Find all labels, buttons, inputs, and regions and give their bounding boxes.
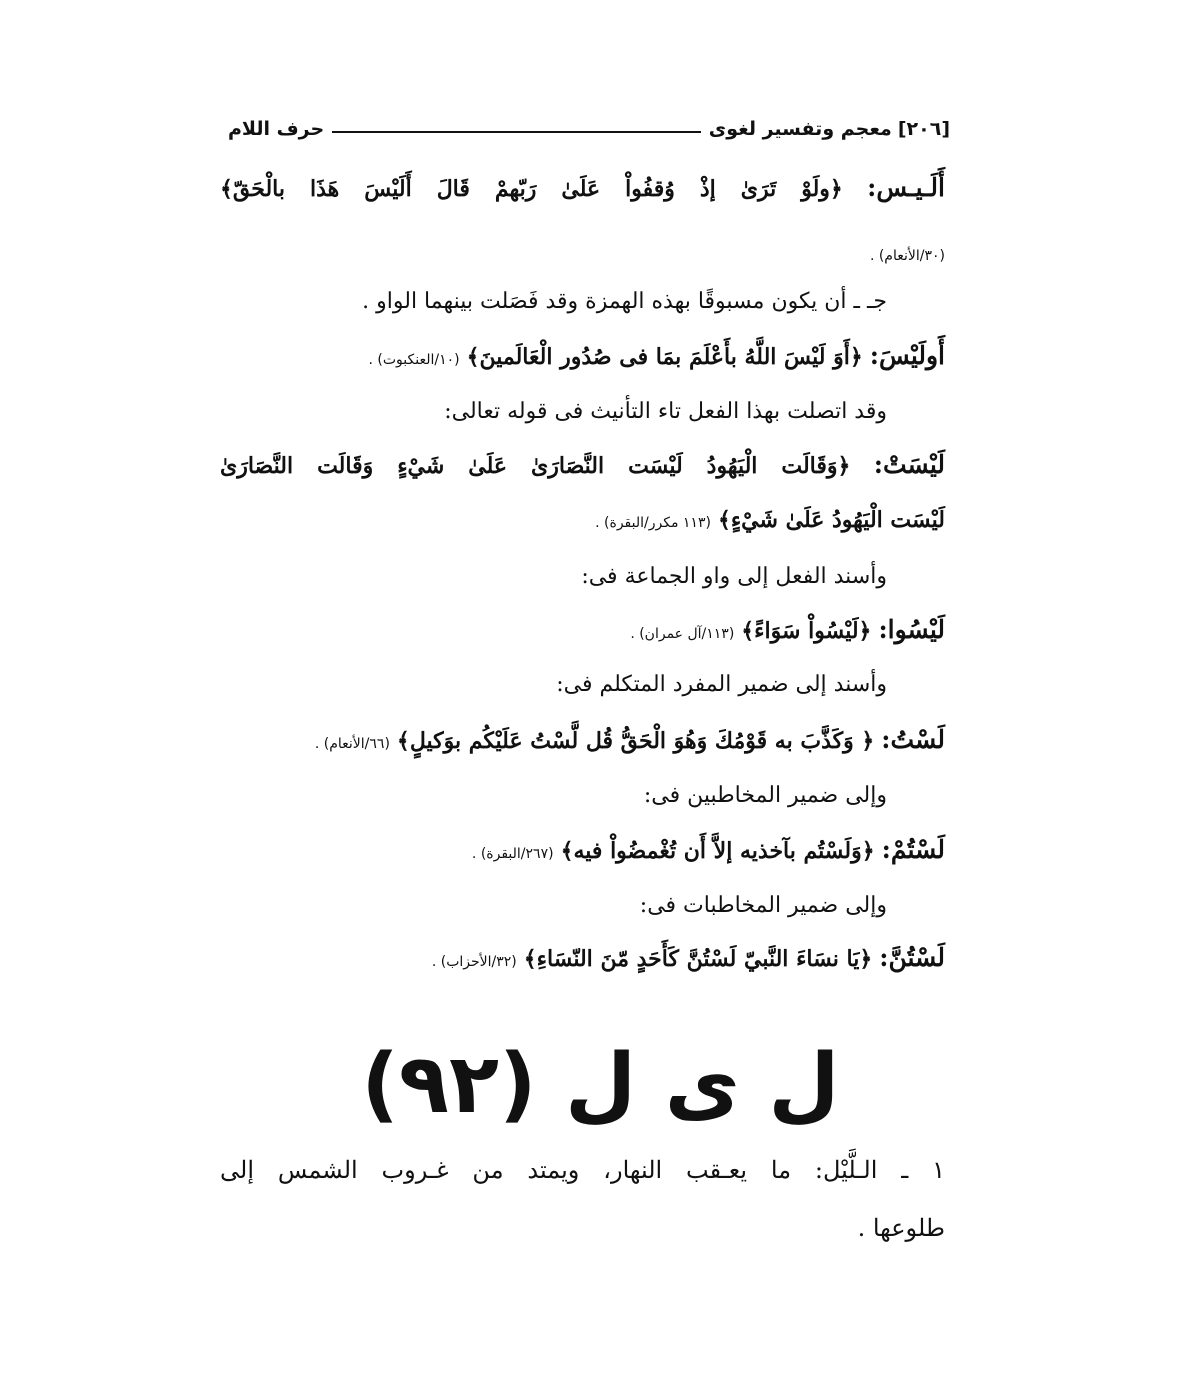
entry-laysat (220, 445, 945, 487)
entry-quote: لَيْسَت الْيَهُودُ عَلَىٰ شَيْءٍ﴾ (717, 507, 945, 533)
definition-line-2: طلوعها . (857, 1214, 945, 1242)
entry-quote: ﴿وَلَسْتُم بآخذيه إلاَّ أَن تُغْمضُواْ فيه﴾ (560, 838, 875, 864)
root-headword: ل ى ل (٩٢) (361, 1037, 840, 1132)
entry-term: أَلَـيـس: (867, 173, 945, 202)
section-title: حرف اللام (228, 118, 325, 140)
entry-quote: ﴿ وَكَذَّبَ به قَوْمُكَ وَهُوَ الْحَقُّ قُل لَّسْتُ عَلَيْكُم بوَكيلٍ﴾ (396, 728, 875, 754)
entry-awalaysa (369, 336, 946, 380)
entry-quote: ﴿أَوَ لَيْسَ اللَّهُ بأَعْلَمَ بمَا فى صُدُور الْعَالَمينَ﴾ (466, 344, 863, 370)
entry-term: لَسْتُمْ: (881, 835, 945, 864)
entry-reference: (٢٦٧/البقرة) . (471, 846, 554, 862)
paragraph: جـ ـ أن يكون مسبوقًا بهذه الهمزة وقد فَصَلت بينهما الواو . (362, 289, 887, 314)
entry-quote: ﴿وَقَالَت الْيَهُودُ لَيْسَت النَّصَارَىٰ عَلَىٰ شَيْءٍ وَقَالَت النَّصَارَىٰ (220, 453, 851, 479)
entry-term: لَسْتُنَّ: (879, 943, 945, 972)
entry-reference: (١١٣ مكرر/البقرة) . (595, 515, 711, 531)
entry-quote: ﴿ولَوْ تَرَىٰ إذْ وُقفُواْ عَلَىٰ رَبّهمْ قَالَ أَلَيْسَ هَذَا بالْحَقّ﴾ (220, 176, 843, 202)
entry-reference-line (870, 234, 945, 276)
entry-reference: (٦٦/الأنعام) . (314, 736, 390, 752)
paragraph: وأسند إلى ضمير المفرد المتكلم فى: (556, 672, 887, 697)
entry-lastu (315, 720, 945, 764)
paragraph: وأسند الفعل إلى واو الجماعة فى: (581, 564, 887, 589)
entry-term: أَولَيْسَ: (869, 341, 945, 370)
entry-quote: ﴿يَا نسَاءَ النَّبيّ لَسْتُنَّ كَأَحَدٍ مّنَ النّسَاءِ﴾ (523, 946, 873, 972)
page-number: [٢٠٦] (897, 118, 950, 140)
entry-reference: (٣٢/الأحزاب) . (431, 954, 517, 970)
entry-term: لَسْتُ: (881, 725, 945, 754)
running-header (228, 112, 950, 146)
entry-alaysa (220, 168, 945, 210)
entry-term: لَيْسُوا: (878, 615, 945, 644)
entry-laysu (630, 610, 945, 654)
entry-lastum (472, 830, 945, 874)
entry-quote: ﴿لَيْسُواْ سَوَاءً﴾ (741, 618, 872, 644)
entry-reference: (٣٠/الأنعام) . (869, 248, 945, 264)
header-rule (332, 131, 701, 133)
paragraph: وإلى ضمير المخاطبين فى: (643, 783, 887, 808)
definition-line-1: ١ ـ الـلَّيْل: ما يعـقب النهار، ويمتد من غـروب الشمس إلى (220, 1156, 945, 1184)
entry-lastunna (432, 938, 945, 982)
book-title: معجم وتفسير لغوى (708, 118, 892, 140)
entry-reference: (١١٣/آل عمران) . (630, 626, 735, 642)
entry-laysat-continued (595, 500, 945, 543)
entry-term: لَيْسَتْ: (873, 450, 945, 479)
entry-reference: (١٠/العنكبوت) . (368, 352, 460, 368)
paragraph: وإلى ضمير المخاطبات فى: (639, 893, 887, 918)
paragraph: وقد اتصلت بهذا الفعل تاء التأنيث فى قوله تعالى: (444, 399, 887, 424)
